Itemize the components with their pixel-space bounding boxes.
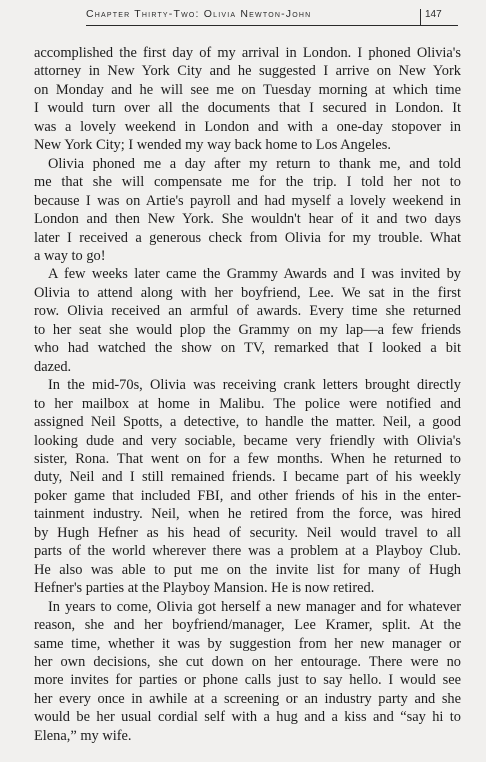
text-line: A few weeks later came the Grammy Awards and I was invited by [48,266,461,283]
paragraph [34,598,461,746]
text-line: parts of the world wherever there was a problem at a Playboy Club. [34,543,461,560]
text-line: me that she will compensate me for the trip. I told her not to [34,174,461,191]
text-line: by Hugh Hefner as his head of security. Neil would travel to all [34,524,461,541]
text-line: Hefner's parties at the Playboy Mansion. He is now retired. [34,580,375,597]
paragraph [34,155,461,266]
body-text [34,44,461,745]
text-line: duty, Neil and I still remained friends. I became part of his weekly [34,469,461,486]
text-line: row. Olivia received an armful of awards. Every time she returned [34,303,461,320]
text-line: reason, she and her boyfriend/manager, Lee Kramer, split. At the [34,617,461,634]
text-line: her own decisions, she cut down on her entourage. There were no [34,653,461,670]
text-line: poker game that included FBI, and other friends of his in the enter- [34,487,461,504]
text-line: attorney in New York City and he suggested I arrive on New York [34,63,461,80]
header-rule [86,25,458,26]
text-line: who had watched the show on TV, remarked that I looked a bit [34,340,461,357]
text-line: a way to go! [34,247,106,264]
page-number: 147 [425,9,442,20]
paragraph [34,265,461,376]
header-separator [420,9,421,25]
text-line: her every once in awhile at a screening or an industry party and she [34,690,461,707]
text-line: dazed. [34,358,72,375]
text-line: In years to come, Olivia got herself a new manager and for whatever [48,598,461,615]
text-line: to her seat she would plop the Grammy on my lap—a few friends [34,321,461,338]
chapter-title: Chapter Thirty-Two: Olivia Newton-John [86,8,312,20]
text-line: New York City; I wended my way back home to Los Angeles. [34,137,391,154]
text-line: assigned Neil Spotts, a detective, to handle the matter. Neil, a good [34,414,461,431]
running-header [86,8,458,26]
text-line: accomplished the first day of my arrival in London. I phoned Olivia's [34,45,461,61]
text-line: sister, Rona. That went on for a few months. When he returned to [34,450,461,467]
text-line: was a lovely weekend in London and with a one-day stopover in [34,118,461,135]
text-line: He also was able to put me on the invite list for many of Hugh [34,561,461,578]
text-line: Elena,” my wife. [34,727,132,744]
text-line: In the mid-70s, Olivia was receiving crank letters brought directly [48,377,461,394]
paragraph [34,376,461,597]
text-line: Olivia phoned me a day after my return to thank me, and told [48,155,461,172]
text-line: Olivia to attend along with her boyfriend, Lee. We sat in the first [34,284,461,301]
text-line: to her mailbox at home in Malibu. The police were notified and [34,395,461,412]
text-line: looking dude and very sociable, became very friendly with Olivia's [34,432,461,449]
text-line: on Monday and he will see me on Tuesday morning at which time [34,81,461,98]
text-line: same time, whether it was by suggestion from her new manager or [34,635,461,652]
text-line: would be her usual cordial self with a hug and a kiss and “say hi to [34,709,461,726]
text-line: London and then New York. She wouldn't hear of it and two days [34,211,461,228]
text-line: because I was on Artie's payroll and had myself a lovely weekend in [34,192,461,209]
text-line: later I received a generous check from Olivia for my trouble. What [34,229,461,246]
text-line: tainment industry. Neil, when he retired from the force, was hired [34,506,461,523]
text-line: I would turn over all the documents that I secured in London. It [34,100,461,117]
paragraph [34,44,461,155]
text-line: more invites for parties or phone calls just to say hello. I would see [34,672,461,689]
